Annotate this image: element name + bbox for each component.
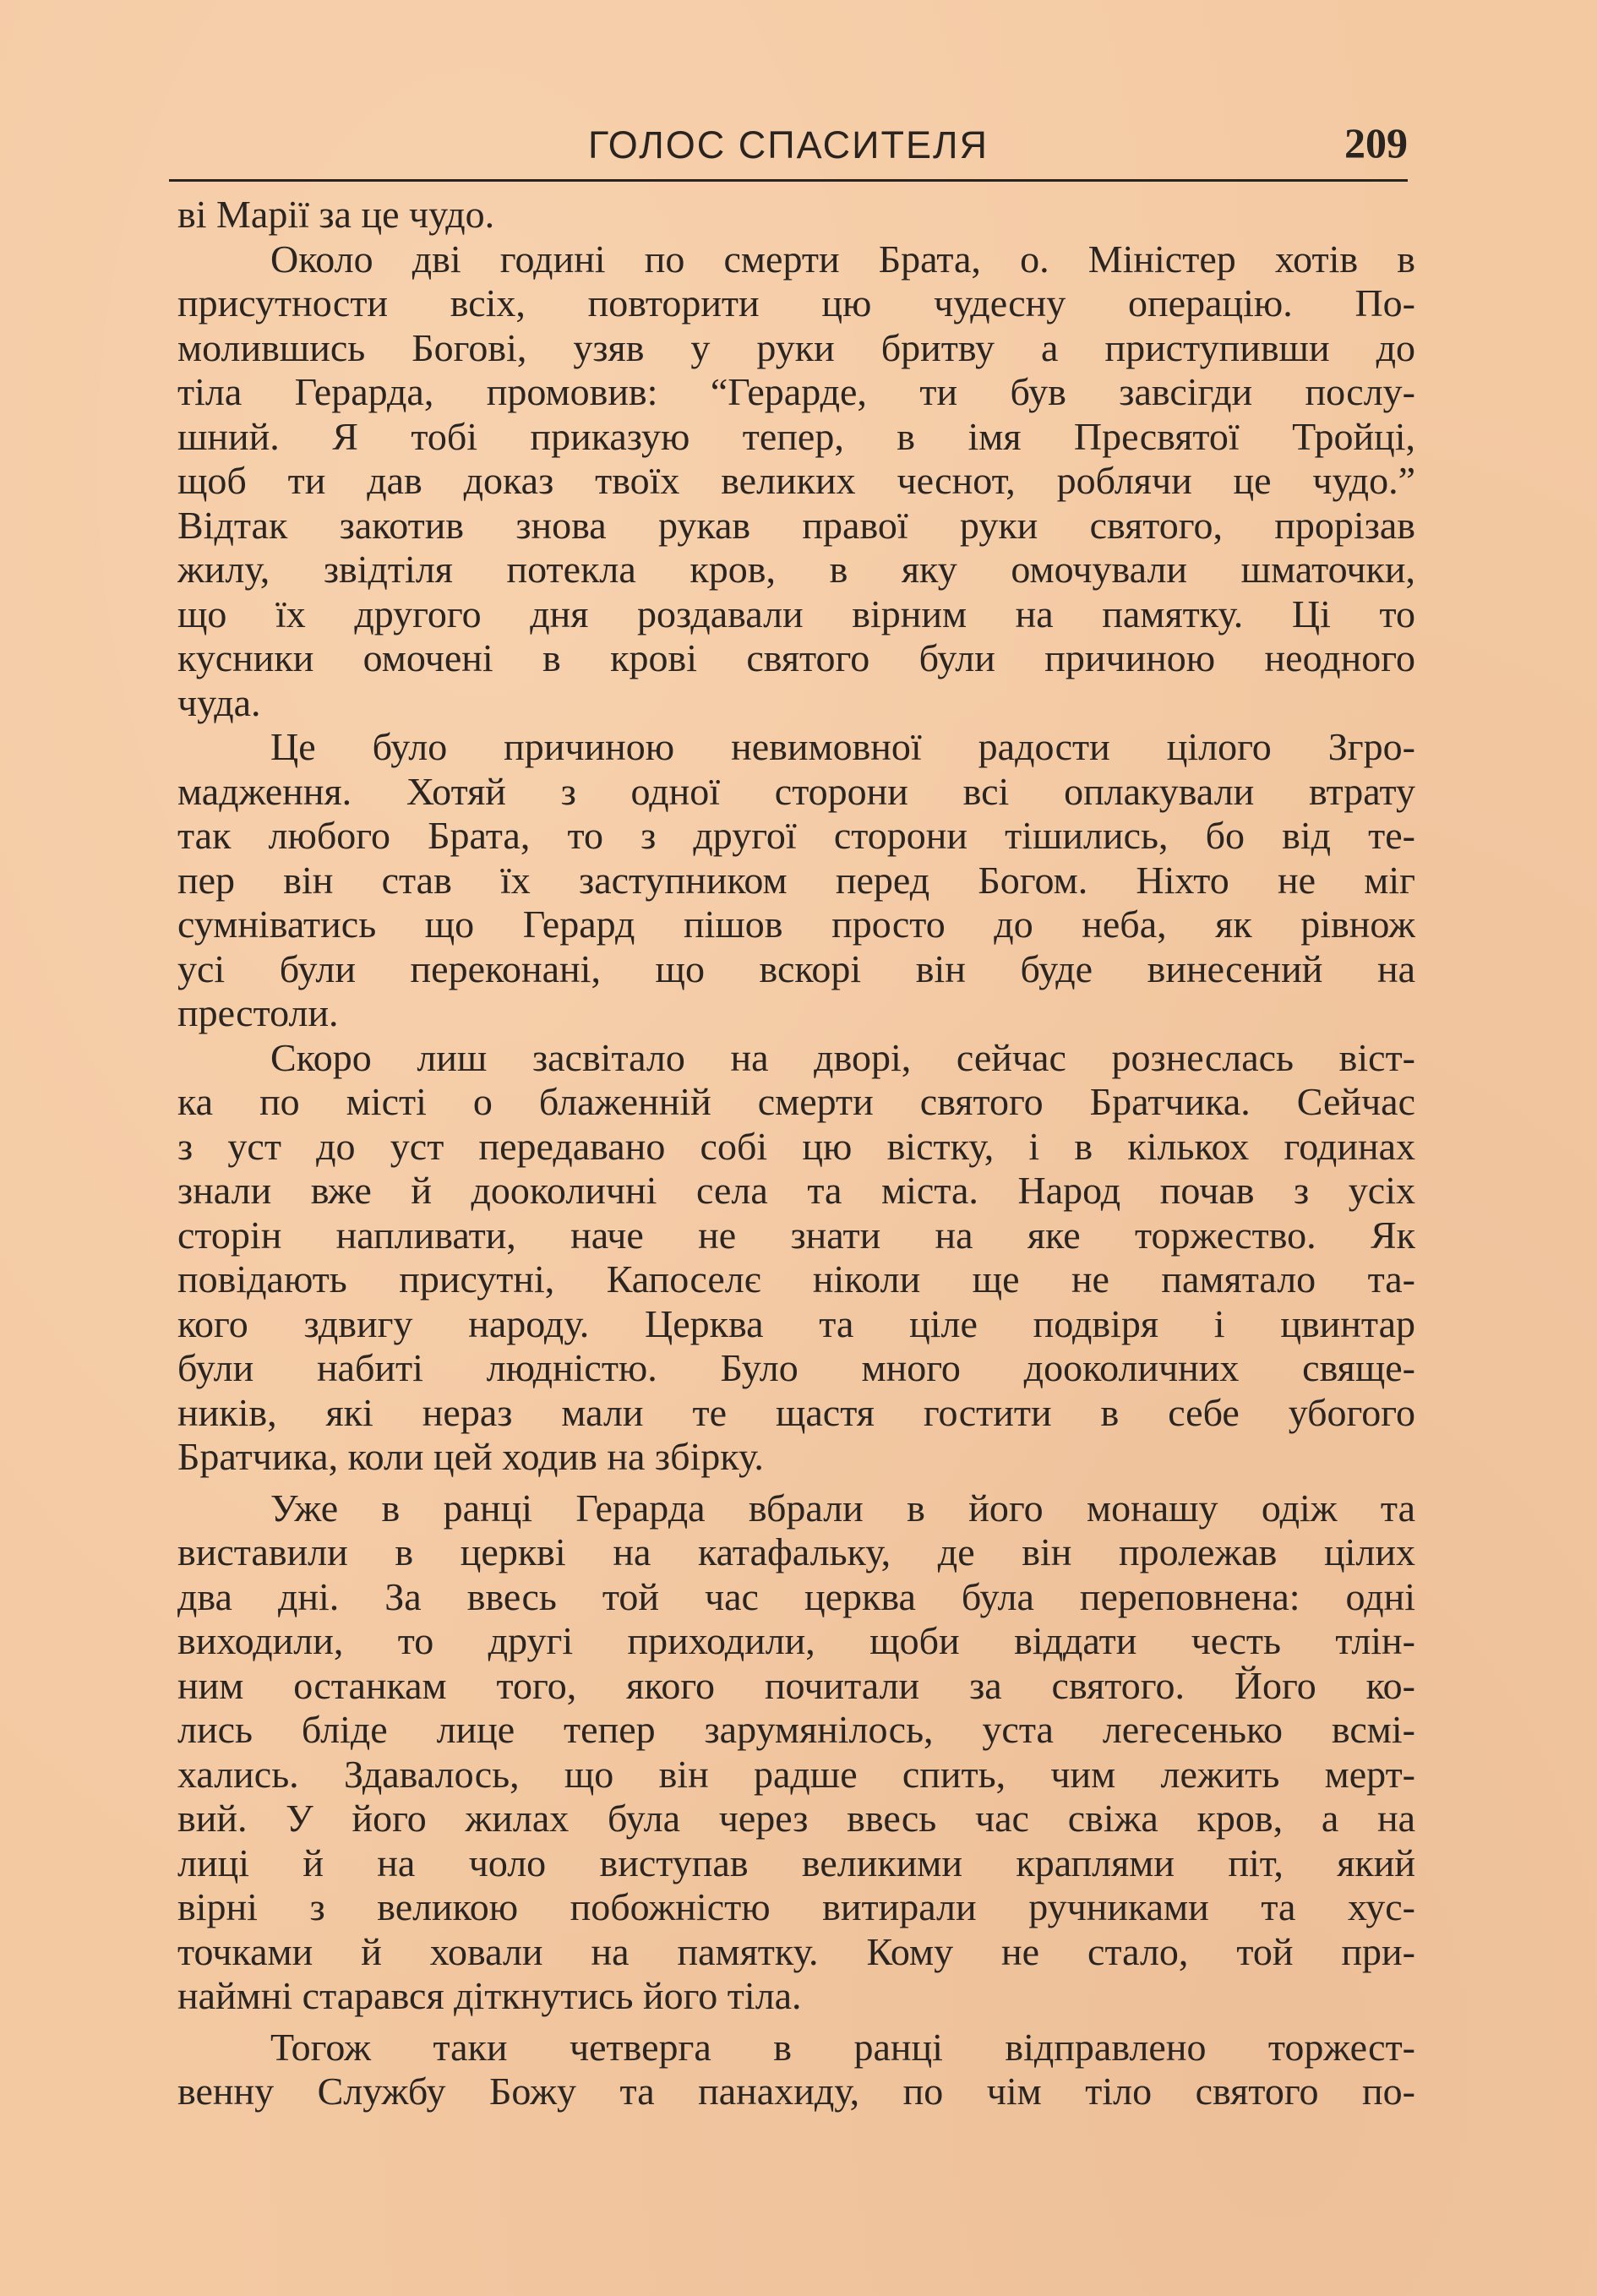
text-line: Братчика, коли цей ходив на збірку. (177, 1435, 764, 1478)
header-rule (169, 179, 1408, 182)
text-line: хались. Здавалось, що він радше спить, чим лежить мерт- (177, 1752, 1415, 1796)
text-line: сторін напливати, наче не знати на яке торжество. Як (177, 1213, 1415, 1257)
text-line: ним останкам того, якого почитали за святого. Його ко- (177, 1663, 1415, 1707)
text-line: так любого Брата, то з другої сторони тішились, бо від те- (177, 814, 1415, 857)
text-line: Уже в ранці Герарда вбрали в його монашу одіж та (270, 1486, 1415, 1530)
text-line: мадження. Хотяй з одної сторони всі оплакували втрату (177, 769, 1415, 813)
text-line: усі були переконані, що вскорі він буде винесений на (177, 946, 1415, 990)
text-line: присутности всіх, повторити цю чудесну операцію. По- (177, 281, 1415, 324)
text-line: виходили, то другі приходили, щоби віддати честь тлін- (177, 1619, 1415, 1662)
text-line: наймні старався діткнутись його тіла. (177, 1974, 802, 2017)
paragraph (177, 193, 1415, 237)
text-line: тіла Герарда, промовив: “Герарде, ти був завсігди послу- (177, 370, 1415, 413)
text-line: Це було причиною невимовної радости цілого Згро- (270, 725, 1415, 768)
running-title: ГОЛОС СПАСИТЕЛЯ (587, 123, 989, 166)
text-line: з уст до уст передавано собі цю вістку, і в кількох годинах (177, 1124, 1415, 1168)
text-line: Тогож таки четверга в ранці відправлено торжест- (270, 2025, 1415, 2069)
text-line: венну Службу Божу та панахиду, по чім тіло святого по- (177, 2070, 1415, 2113)
text-line: чуда. (177, 680, 261, 724)
text-line: престоли. (177, 991, 339, 1034)
text-line: молившись Богові, узяв у руки бритву а приступивши до (177, 325, 1415, 369)
paragraph (177, 237, 1415, 726)
page-number: 209 (1344, 119, 1408, 166)
paragraph (177, 1036, 1415, 1480)
page-header (169, 118, 1408, 181)
paragraph (177, 725, 1415, 1036)
text-line: лиці й на чоло виступав великими краплями піт, який (177, 1841, 1415, 1884)
text-line: вірні з великою побожністю витирали ручниками та хус- (177, 1885, 1415, 1928)
paragraph (177, 2026, 1415, 2114)
text-line: Около дві годині по смерти Брата, о. Міністер хотів в (270, 237, 1415, 281)
text-line: кого здвигу народу. Церква та ціле подвіря і цвинтар (177, 1301, 1415, 1345)
text-line: ві Марії за це чудо. (177, 193, 495, 236)
text-line: жилу, звідтіля потекла кров, в яку омочували шматочки, (177, 548, 1415, 591)
body-text (177, 193, 1415, 2114)
text-line: ників, які нераз мали те щастя гостити в себе убогого (177, 1390, 1415, 1434)
text-line: були набиті людністю. Було много дооколичних свяще- (177, 1346, 1415, 1389)
text-line: два дні. За ввесь той час церква була переповнена: одні (177, 1574, 1415, 1618)
text-line: щоб ти дав доказ твоїх великих чеснот, роблячи це чудо.” (177, 459, 1415, 502)
text-line: ка по місті о блаженній смерти святого Братчика. Сейчас (177, 1080, 1415, 1123)
text-line: точками й ховали на памятку. Кому не стало, той при- (177, 1929, 1415, 1973)
text-line: виставили в церкві на катафальку, де він пролежав цілих (177, 1530, 1415, 1573)
text-line: Скоро лиш засвітало на дворі, сейчас рознеслась віст- (270, 1035, 1415, 1079)
text-line: Відтак закотив знова рукав правої руки святого, прорізав (177, 503, 1415, 547)
text-line: вий. У його жилах була через ввесь час свіжа кров, а на (177, 1797, 1415, 1840)
text-line: знали вже й дооколичні села та міста. Народ почав з усіх (177, 1169, 1415, 1212)
paragraph (177, 1486, 1415, 2019)
text-line: сумніватись що Герард пішов просто до неба, як рівнож (177, 903, 1415, 946)
text-line: пер він став їх заступником перед Богом. Ніхто не міг (177, 858, 1415, 902)
text-line: шний. Я тобі приказую тепер, в імя Пресвятої Тройці, (177, 414, 1415, 458)
text-line: що їх другого дня роздавали вірним на памятку. Ці то (177, 592, 1415, 635)
text-line: лись бліде лице тепер зарумянілось, уста легесенько всмі- (177, 1708, 1415, 1751)
text-line: повідають присутні, Капоселє ніколи ще не памятало та- (177, 1257, 1415, 1301)
text-line: кусники омочені в крові святого були причиною неодного (177, 636, 1415, 679)
